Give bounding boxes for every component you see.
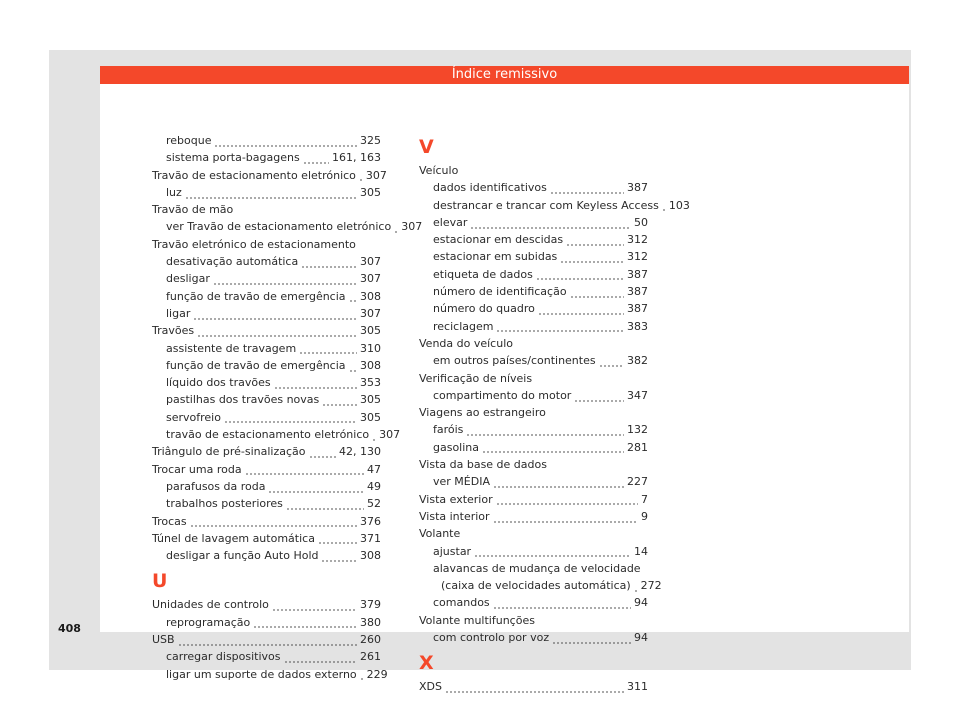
index-term: (caixa de velocidades automática) xyxy=(441,579,631,593)
page-reference: 14 xyxy=(634,544,648,558)
dot-leader xyxy=(493,475,624,489)
index-term: Trocas xyxy=(152,514,187,528)
section-letter: X xyxy=(419,652,434,675)
page-reference: 281 xyxy=(627,440,648,454)
index-term: faróis xyxy=(433,423,464,437)
dot-leader xyxy=(245,462,364,476)
page-reference: 308 xyxy=(360,289,381,303)
dot-leader xyxy=(299,341,357,355)
section-letter: V xyxy=(419,136,434,158)
index-term: alavancas de mudança de velocidade xyxy=(433,561,641,575)
index-entry xyxy=(419,283,648,300)
page-reference: 307 xyxy=(379,428,401,442)
index-term: Trocar uma roda xyxy=(152,462,242,476)
index-term: Travão eletrónico de estacionamento xyxy=(152,237,356,251)
dot-leader xyxy=(286,497,364,511)
dot-leader xyxy=(552,631,631,645)
page-reference: 376 xyxy=(360,514,381,528)
index-entry xyxy=(152,478,381,495)
index-term: ajustar xyxy=(433,544,472,558)
index-term: desativação automática xyxy=(166,255,299,269)
index-term: Vista exterior xyxy=(419,492,493,506)
index-entry xyxy=(152,305,381,322)
index-term: USB xyxy=(152,633,175,647)
page-reference: 272 xyxy=(640,579,662,593)
index-term: Travão de estacionamento eletrónico xyxy=(152,168,356,182)
dot-leader xyxy=(185,186,357,200)
index-term: estacionar em subidas xyxy=(433,250,558,264)
index-term: desligar a função Auto Hold xyxy=(166,549,319,563)
page-reference: 260 xyxy=(360,633,381,647)
index-entry xyxy=(419,508,648,525)
index-entry xyxy=(419,612,648,629)
index-term: Viagens ao estrangeiro xyxy=(419,406,546,420)
index-entry xyxy=(419,594,648,611)
dot-leader xyxy=(360,667,364,681)
page-reference: 227 xyxy=(627,475,648,489)
index-entry xyxy=(152,648,381,665)
page-reference: 382 xyxy=(627,354,648,368)
index-entry xyxy=(419,266,648,283)
index-entry xyxy=(419,335,648,352)
page-reference: 50 xyxy=(634,215,648,229)
page-reference: 307 xyxy=(360,306,381,320)
page-reference: 379 xyxy=(360,598,381,612)
index-entry xyxy=(152,426,401,443)
page-reference: 305 xyxy=(360,324,381,338)
page-reference: 161, 163 xyxy=(332,151,381,165)
index-panel xyxy=(100,84,909,694)
page-reference: 347 xyxy=(627,388,648,402)
index-term: reprogramação xyxy=(166,615,251,629)
index-entry xyxy=(152,461,381,478)
index-term: desligar xyxy=(166,272,210,286)
index-entry xyxy=(419,318,648,335)
index-entry xyxy=(419,387,648,404)
index-entry xyxy=(419,456,648,473)
index-term: Vista da base de dados xyxy=(419,458,547,472)
page-reference: 312 xyxy=(627,250,648,264)
page-reference: 132 xyxy=(627,423,648,437)
index-term: reboque xyxy=(166,134,212,147)
dot-leader xyxy=(224,410,357,424)
index-entry xyxy=(152,614,381,631)
index-entry xyxy=(419,162,648,179)
dot-leader xyxy=(359,168,363,182)
dot-leader xyxy=(349,289,357,303)
index-term: carregar dispositivos xyxy=(166,650,281,664)
page-reference: 310 xyxy=(360,341,381,355)
index-entry xyxy=(152,201,381,218)
page-reference: 380 xyxy=(360,615,381,629)
dot-leader xyxy=(349,359,357,373)
dot-leader xyxy=(274,376,357,390)
dot-leader xyxy=(394,220,398,234)
index-entry xyxy=(152,288,381,305)
index-entry xyxy=(152,340,381,357)
index-term: elevar xyxy=(433,215,468,229)
index-entry xyxy=(152,631,381,648)
index-entry xyxy=(152,218,423,235)
index-entry xyxy=(152,666,388,683)
index-term: ver MÉDIA xyxy=(433,475,490,489)
dot-leader xyxy=(493,596,631,610)
index-term: comandos xyxy=(433,596,490,610)
index-term: Vista interior xyxy=(419,509,490,523)
page-number: 408 xyxy=(58,622,81,635)
page-reference: 94 xyxy=(634,631,648,645)
page-reference: 305 xyxy=(360,185,381,199)
dot-leader xyxy=(197,324,357,338)
page-reference: 308 xyxy=(360,358,381,372)
dot-leader xyxy=(550,181,624,195)
index-term: estacionar em descidas xyxy=(433,233,564,247)
index-term: trabalhos posteriores xyxy=(166,497,283,511)
index-term: Venda do veículo xyxy=(419,336,513,350)
index-term: função de travão de emergência xyxy=(166,358,346,372)
dot-leader xyxy=(322,393,357,407)
page-reference: 94 xyxy=(634,596,648,610)
index-entry xyxy=(152,149,381,166)
index-term: número do quadro xyxy=(433,302,535,316)
index-entry xyxy=(419,629,648,646)
dot-leader xyxy=(303,151,329,165)
index-entry xyxy=(419,473,648,490)
dot-leader xyxy=(213,272,357,286)
index-term: luz xyxy=(166,185,182,199)
dot-leader xyxy=(318,531,357,545)
index-entry xyxy=(419,197,690,214)
dot-leader xyxy=(493,510,638,524)
index-term: assistente de travagem xyxy=(166,341,297,355)
dot-leader xyxy=(482,440,624,454)
page-reference: 305 xyxy=(360,410,381,424)
index-term: com controlo por voz xyxy=(433,631,550,645)
page-reference: 7 xyxy=(641,492,648,506)
page-reference: 42, 130 xyxy=(339,445,381,459)
index-term: Veículo xyxy=(419,164,459,177)
index-term: Túnel de lavagem automática xyxy=(152,531,315,545)
dot-leader xyxy=(372,428,376,442)
page-reference: 308 xyxy=(360,549,381,563)
index-entry xyxy=(152,236,381,253)
dot-leader xyxy=(574,389,624,403)
page-reference: 312 xyxy=(627,233,648,247)
page-reference: 307 xyxy=(360,255,381,269)
page-reference: 387 xyxy=(627,285,648,299)
index-entry xyxy=(152,167,387,184)
index-entry xyxy=(419,491,648,508)
index-term: Travão de mão xyxy=(152,203,234,217)
index-entry xyxy=(419,560,648,577)
page-reference: 103 xyxy=(668,198,690,212)
index-term: ligar um suporte de dados externo xyxy=(166,667,357,681)
index-entry xyxy=(419,421,648,438)
page-frame xyxy=(49,50,911,694)
index-entry xyxy=(419,300,648,317)
index-entry xyxy=(152,409,381,426)
index-entry xyxy=(419,678,648,695)
index-entry xyxy=(419,543,648,560)
dot-leader xyxy=(193,307,357,321)
dot-leader xyxy=(301,255,357,269)
dot-leader xyxy=(560,250,624,264)
dot-leader xyxy=(599,354,624,368)
index-term: função de travão de emergência xyxy=(166,289,346,303)
dot-leader xyxy=(190,514,357,528)
page-reference: 52 xyxy=(367,497,381,511)
page-reference: 307 xyxy=(401,220,423,234)
index-term: ver Travão de estacionamento eletrónico xyxy=(166,220,392,234)
index-entry xyxy=(419,577,662,594)
page-reference: 311 xyxy=(627,680,648,694)
page-reference: 305 xyxy=(360,393,381,407)
page-reference: 307 xyxy=(360,272,381,286)
index-term: Unidades de controlo xyxy=(152,598,269,612)
dot-leader xyxy=(445,680,624,694)
dot-leader xyxy=(474,544,631,558)
index-term: Travões xyxy=(152,324,195,338)
index-term: ligar xyxy=(166,306,191,320)
page-reference: 9 xyxy=(641,509,648,523)
dot-leader xyxy=(253,615,357,629)
index-entry xyxy=(152,322,381,339)
index-term: sistema porta-bagagens xyxy=(166,151,300,165)
index-entry xyxy=(152,184,381,201)
header-title: Índice remissivo xyxy=(451,67,558,82)
index-entry xyxy=(152,596,381,613)
index-term: pastilhas dos travões novas xyxy=(166,393,320,407)
index-term: reciclagem xyxy=(433,319,494,333)
page-reference: 353 xyxy=(360,376,381,390)
dot-leader xyxy=(570,285,624,299)
page-reference: 387 xyxy=(627,302,648,316)
page-reference: 387 xyxy=(627,267,648,281)
page-reference: 325 xyxy=(360,134,381,147)
dot-leader xyxy=(496,492,638,506)
index-entry xyxy=(419,352,648,369)
index-term: destrancar e trancar com Keyless Access xyxy=(433,198,659,212)
page-reference: 229 xyxy=(366,667,388,681)
index-term: Volante xyxy=(419,527,461,541)
index-term: número de identificação xyxy=(433,285,567,299)
dot-leader xyxy=(321,549,357,563)
index-term: em outros países/continentes xyxy=(433,354,596,368)
dot-leader xyxy=(268,480,364,494)
index-term: parafusos da roda xyxy=(166,479,266,493)
index-entry xyxy=(152,270,381,287)
index-term: líquido dos travões xyxy=(166,376,271,390)
dot-leader xyxy=(178,633,357,647)
index-entry xyxy=(152,357,381,374)
index-entry xyxy=(152,530,381,547)
page-reference: 261 xyxy=(360,650,381,664)
page-header xyxy=(100,66,909,84)
index-entry xyxy=(419,214,648,231)
dot-leader xyxy=(662,198,666,212)
index-entry xyxy=(419,525,648,542)
index-entry xyxy=(419,404,648,421)
index-term: etiqueta de dados xyxy=(433,267,533,281)
index-entry xyxy=(152,391,381,408)
dot-leader xyxy=(634,579,638,593)
index-term: travão de estacionamento eletrónico xyxy=(166,428,370,442)
page-reference: 371 xyxy=(360,531,381,545)
index-term: XDS xyxy=(419,680,442,694)
page-reference: 47 xyxy=(367,462,381,476)
index-term: Triângulo de pré-sinalização xyxy=(152,445,306,459)
index-term: servofreio xyxy=(166,410,221,424)
index-entry xyxy=(152,253,381,270)
dot-leader xyxy=(536,267,624,281)
page-reference: 49 xyxy=(367,479,381,493)
dot-leader xyxy=(214,134,357,148)
page-reference: 383 xyxy=(627,319,648,333)
index-entry xyxy=(152,443,381,460)
dot-leader xyxy=(309,445,336,459)
index-entry xyxy=(419,179,648,196)
index-entry xyxy=(152,374,381,391)
page-reference: 387 xyxy=(627,181,648,195)
index-term: Verificação de níveis xyxy=(419,371,533,385)
index-entry xyxy=(419,231,648,248)
index-entry xyxy=(419,248,648,265)
index-term: gasolina xyxy=(433,440,480,454)
dot-leader xyxy=(470,216,631,230)
index-entry xyxy=(419,439,648,456)
index-entry xyxy=(152,513,381,530)
index-entry xyxy=(152,495,381,512)
index-entry xyxy=(152,547,381,564)
index-column-left xyxy=(152,132,423,683)
index-term: Volante multifunções xyxy=(419,613,535,627)
index-entry xyxy=(152,132,381,149)
dot-leader xyxy=(566,233,624,247)
index-term: dados identificativos xyxy=(433,181,547,195)
dot-leader xyxy=(284,650,357,664)
dot-leader xyxy=(538,302,624,316)
index-entry xyxy=(419,370,648,387)
dot-leader xyxy=(496,319,624,333)
section-letter: U xyxy=(152,570,168,593)
index-term: compartimento do motor xyxy=(433,388,572,402)
page-reference: 307 xyxy=(365,168,387,182)
dot-leader xyxy=(272,598,357,612)
index-column-right xyxy=(419,130,690,696)
dot-leader xyxy=(466,423,624,437)
